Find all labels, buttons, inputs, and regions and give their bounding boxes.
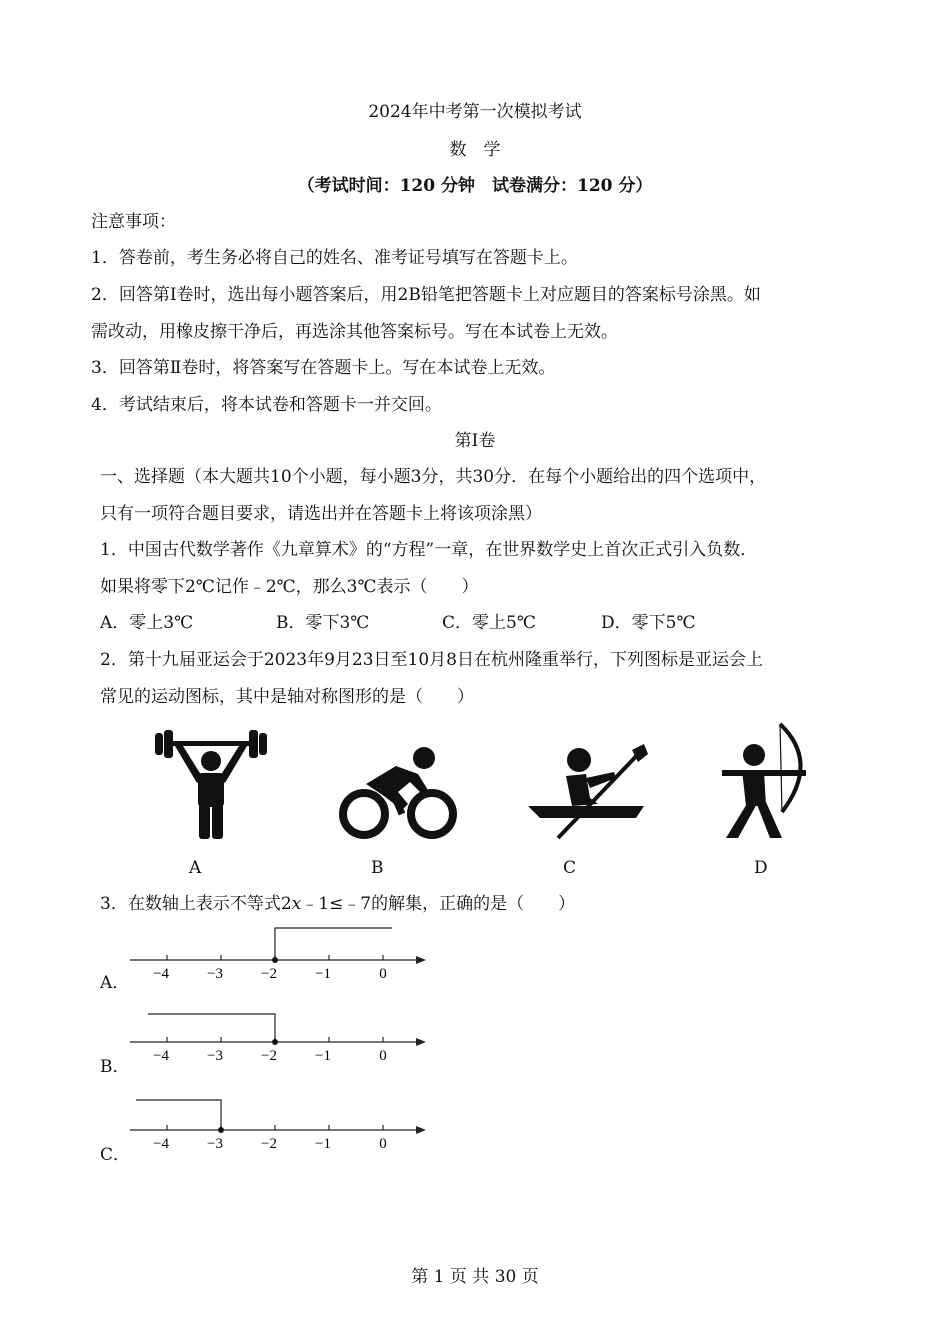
tick-label: −2 [261,1048,277,1064]
tick-label: 0 [379,1048,387,1064]
note-item: 2．回答第Ⅰ卷时，选出每小题答案后，用2B铅笔把答题卡上对应题目的答案标号涂黑。如 [91,285,761,305]
solution-bracket [136,1100,221,1130]
tick-label: −4 [153,1048,169,1064]
tick-label: −1 [315,1136,331,1152]
endpoint-dot [218,1127,224,1133]
tick-label: −4 [153,1136,169,1152]
page-number: 第 1 页 共 30 页 [411,1267,539,1287]
weightlifting-icon[interactable] [152,728,270,840]
tick-label: −3 [207,966,223,982]
tick-label: −1 [315,1048,331,1064]
tick-label: −1 [315,966,331,982]
q3-option-b[interactable]: B． [100,1057,130,1077]
q1-option-a[interactable]: A．零上3℃ [100,613,194,633]
endpoint-dot [272,1039,278,1045]
q3-suffix: 的解集，正确的是（ ） [371,894,576,914]
number-line-b[interactable] [128,1004,428,1064]
tick-label: −4 [153,966,169,982]
tick-label: −3 [207,1136,223,1152]
question-2-text: 2．第十九届亚运会于2023年9月23日至10月8日在杭州隆重举行，下列图标是亚运会上 [100,650,763,670]
tick-label: 0 [379,1136,387,1152]
q3-expr-rest: ﹣1≤﹣7 [301,894,372,914]
canoeing-icon[interactable] [526,744,650,840]
question-1-text: 如果将零下2℃记作﹣2℃，那么3℃表示（ ） [100,577,479,597]
number-line-a[interactable] [128,922,428,982]
note-item: 3．回答第Ⅱ卷时，将答案写在答题卡上。写在本试卷上无效。 [91,358,556,378]
tick-label: −2 [261,1136,277,1152]
tick-label: 0 [379,966,387,982]
section-intro: 只有一项符合题目要求，请选出并在答题卡上将该项涂黑） [100,504,542,524]
q3-prefix: 3．在数轴上表示不等式 [100,894,281,914]
q1-option-d[interactable]: D．零下5℃ [601,613,696,633]
q1-option-c[interactable]: C．零上5℃ [442,613,536,633]
archery-icon[interactable] [718,722,810,840]
q2-option-c-label: C [563,858,577,878]
question-1-text: 1．中国古代数学著作《九章算术》的“方程”一章，在世界数学史上首次正式引入负数． [100,540,758,560]
q3-option-c[interactable]: C． [100,1145,131,1165]
tick-label: −2 [261,966,277,982]
solution-bracket [275,928,392,960]
q2-option-b-label: B [371,858,384,878]
note-item: 4．考试结束后，将本试卷和答题卡一并交回。 [91,395,442,415]
cycling-icon[interactable] [336,744,460,840]
section-intro: 一、选择题（本大题共10个小题，每小题3分，共30分．在每个小题给出的四个选项中， [100,467,767,487]
note-item: 需改动，用橡皮擦干净后，再选涂其他答案标号。写在本试卷上无效。 [91,322,618,342]
exam-title: 2024年中考第一次模拟考试 [368,102,582,122]
exam-info: （考试时间：120 分钟 试卷满分：120 分） [297,176,653,196]
q2-option-a-label: A [189,858,202,878]
q3-expr-coef: 2 [280,894,292,914]
question-3-text [100,894,575,914]
q3-option-a[interactable]: A． [100,973,130,993]
q1-option-b[interactable]: B．零下3℃ [276,613,370,633]
number-line-c[interactable] [128,1092,428,1152]
tick-label: −3 [207,1048,223,1064]
q2-option-d-label: D [754,858,768,878]
subject-title: 数 学 [449,140,501,160]
q3-expr-var: x [291,894,302,914]
question-2-text: 常见的运动图标，其中是轴对称图形的是（ ） [100,687,474,707]
notes-heading: 注意事项： [91,212,176,232]
note-item: 1．答卷前，考生务必将自己的姓名、准考证号填写在答题卡上。 [91,248,578,268]
endpoint-dot [272,957,278,963]
volume-title: 第Ⅰ卷 [454,431,496,451]
